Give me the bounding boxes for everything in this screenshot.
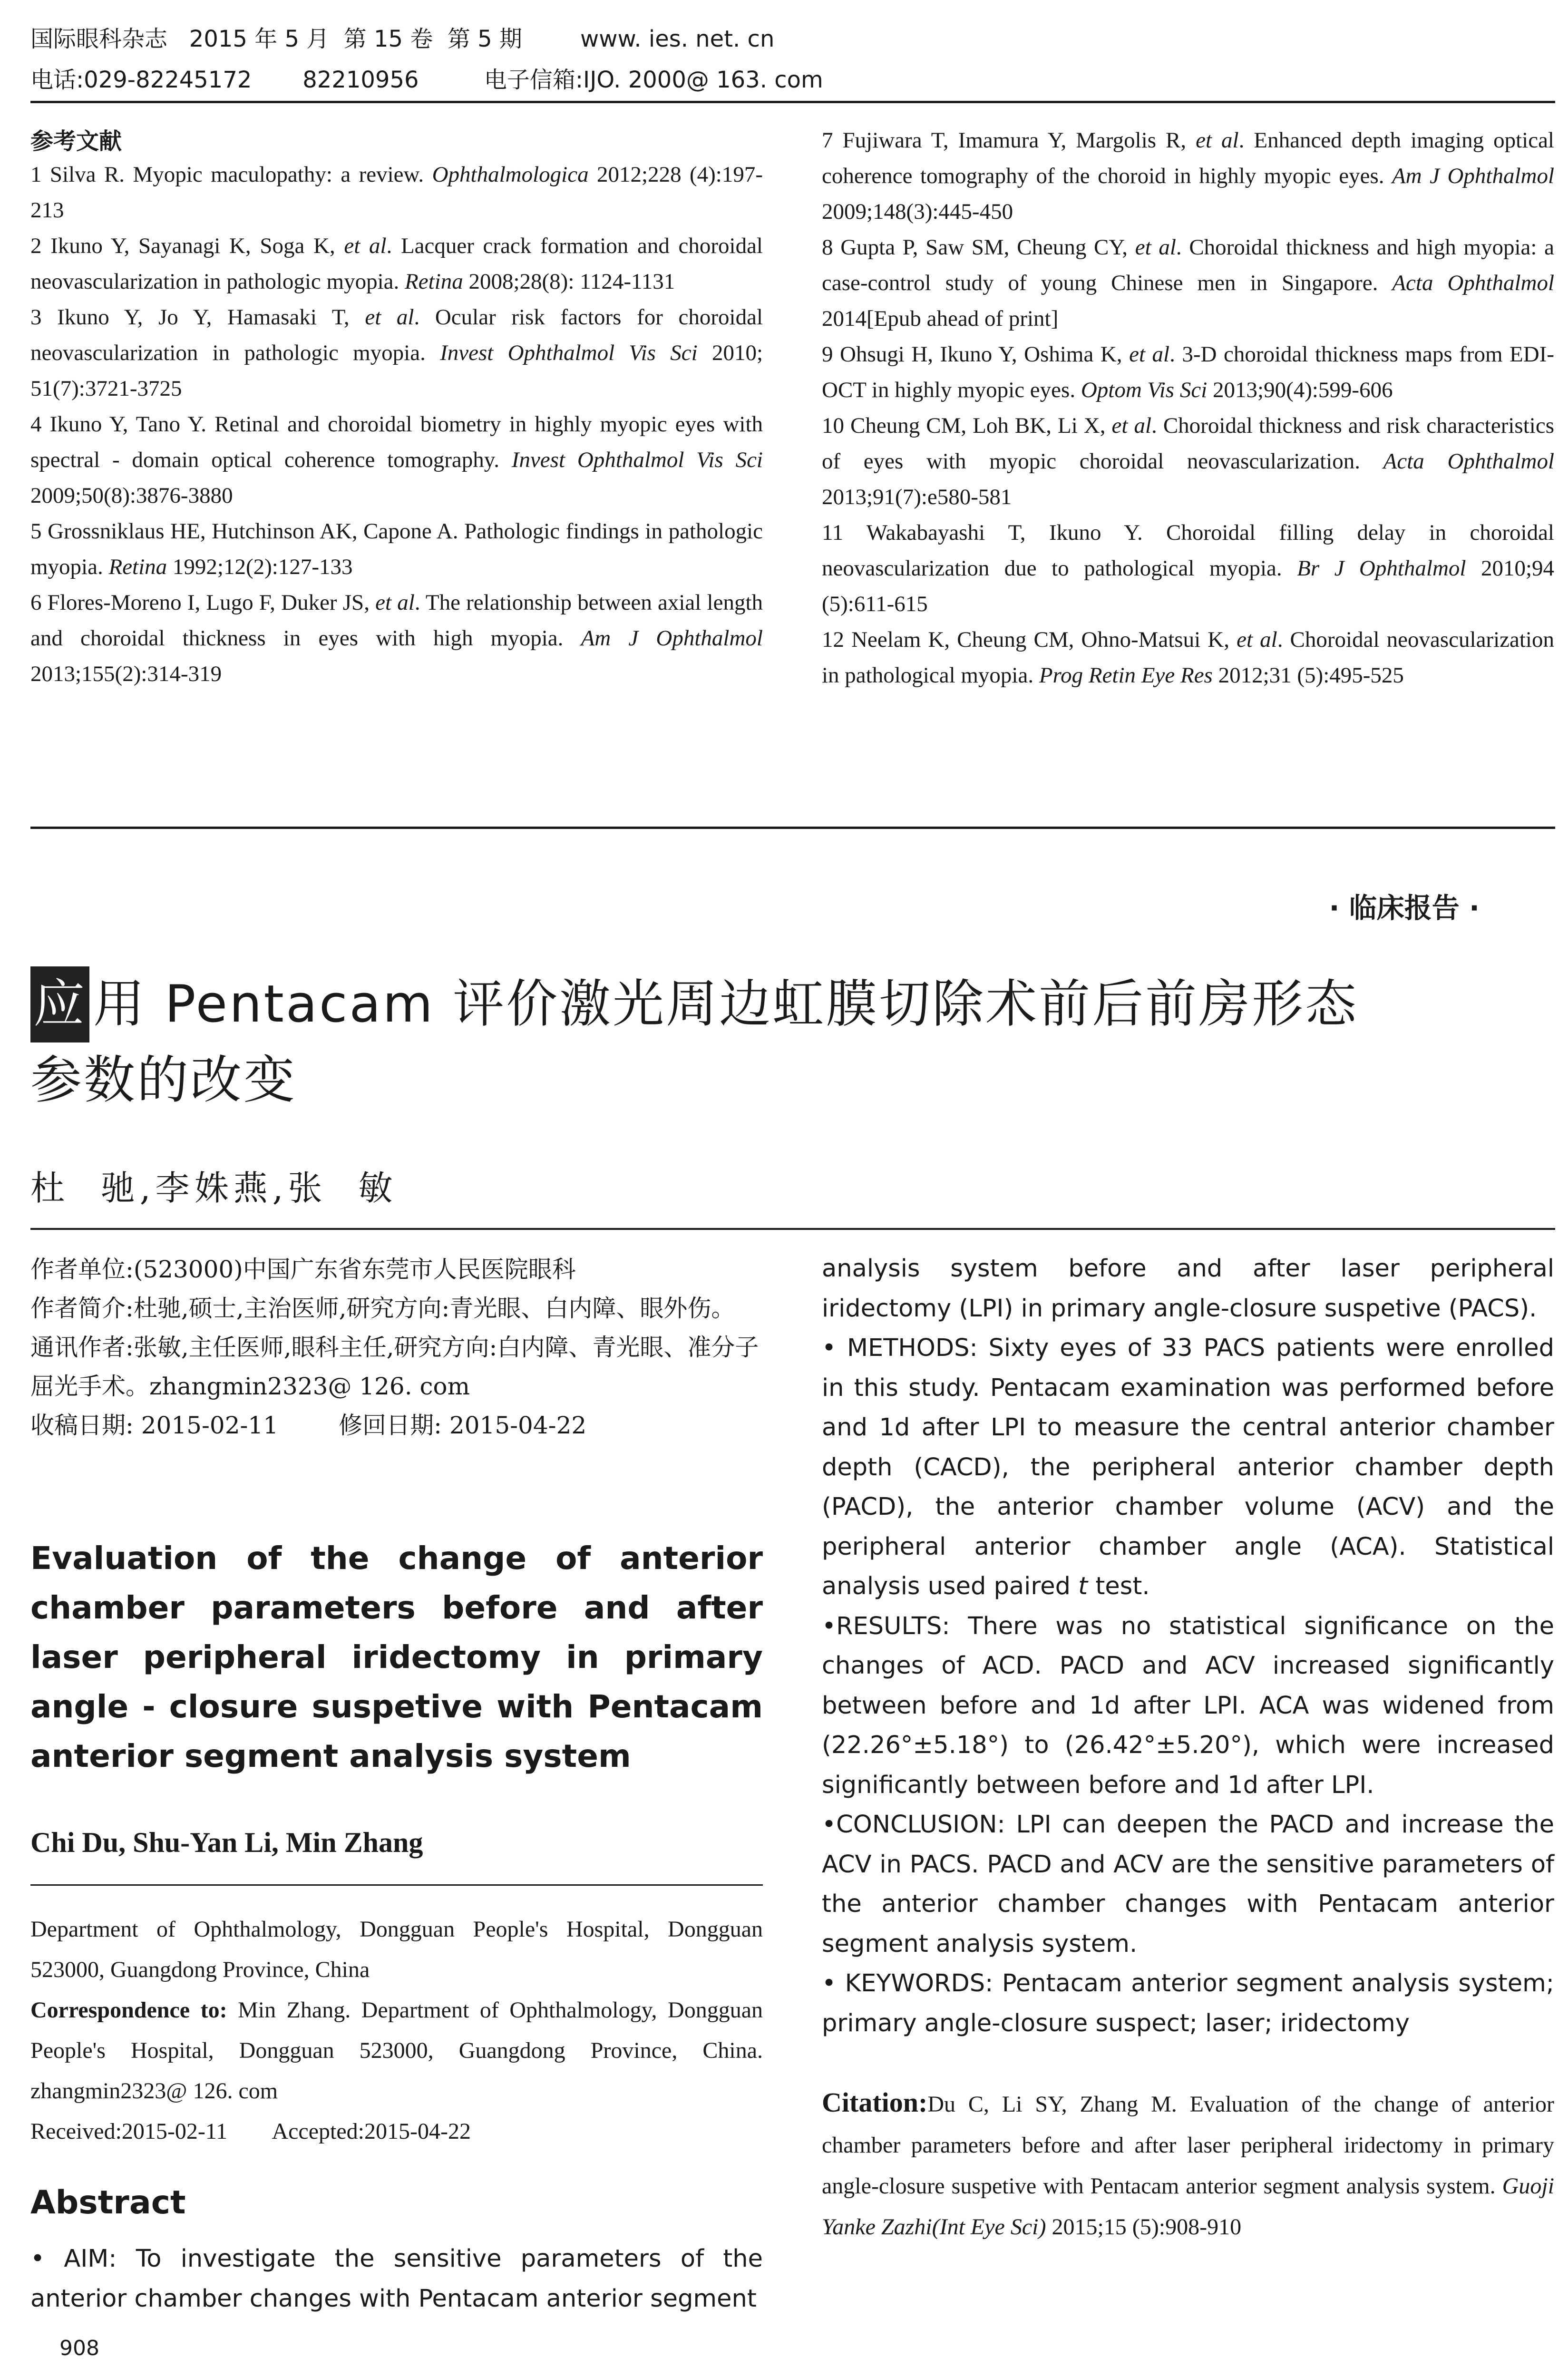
- corresponding-author: 通讯作者:张敏,主任医师,眼科主任,研究方向:白内障、青光眼、准分子屈光手术。zhangmin2323@ 126. com: [30, 1334, 759, 1400]
- reference-item: 11 Wakabayashi T, Ikuno Y. Choroidal filling delay in choroidal neovascularization due to pathological myopia. Br J Ophthalmol 2010;94 (5):611-615: [822, 520, 1555, 616]
- section-divider: [30, 827, 1555, 829]
- journal-header-line1: 国际眼科杂志 2015 年 5 月 第 15 卷 第 5 期 www. ies. net. cn: [30, 26, 775, 52]
- reference-item: 10 Cheung CM, Loh BK, Li X, et al. Choroidal thickness and risk characteristics of eyes with myopic choroidal neovascularization. Acta Ophthalmol 2013;91(7):e580-581: [822, 413, 1555, 509]
- english-title: Evaluation of the change of anterior chamber parameters before and after laser peripheral iridectomy in primary angle - closure suspetive with Pentacam anterior segment analysis system: [30, 1540, 763, 1774]
- header-rule: [30, 101, 1555, 103]
- title-first-char: 应: [30, 966, 89, 1042]
- references-right-column: [822, 123, 1554, 693]
- received-dates: 收稿日期: 2015-02-11 修回日期: 2015-04-22: [30, 1412, 587, 1439]
- article-title: [30, 966, 1557, 1042]
- author-info: [30, 1250, 763, 1445]
- authors-rule: [30, 1228, 1555, 1230]
- reference-item: 1 Silva R. Myopic maculopathy: a review. Ophthalmologica 2012;228 (4):197-213: [30, 162, 763, 223]
- journal-header-line2: 电话:029-82245172 82210956 电子信箱:IJO. 2000@ 163. com: [30, 67, 823, 93]
- abstract-keywords: • KEYWORDS: Pentacam anterior segment analysis system; primary angle-closure suspect; laser; iridectomy: [822, 1969, 1554, 2037]
- reference-item: 9 Ohsugi H, Ikuno Y, Oshima K, et al. 3-D choroidal thickness maps from EDI-OCT in highly myopic eyes. Optom Vis Sci 2013;90(4):599-606: [822, 342, 1554, 402]
- reference-item: 6 Flores-Moreno I, Lugo F, Duker JS, et al. The relationship between axial length and choroidal thickness in eyes with high myopia. Am J Ophthalmol 2013;155(2):314-319: [30, 590, 763, 686]
- department-address: Department of Ophthalmology, Dongguan People's Hospital, Dongguan 523000, Guangdong Province, China: [30, 1917, 763, 1982]
- reference-item: 3 Ikuno Y, Jo Y, Hamasaki T, et al. Ocular risk factors for choroidal neovascularization in pathologic myopia. Invest Ophthalmol Vis Sci 2010; 51(7):3721-3725: [30, 305, 763, 401]
- title-line1: 用 Pentacam 评价激光周边虹膜切除术前后前房形态: [93, 974, 1359, 1034]
- abstract-results: •RESULTS: There was no statistical significance on the changes of ACD. PACD and ACV increased significantly between before and 1d after LPI. ACA was widened from (22.26°±5.18°) to (26.42°±5.20°), which were increased significantly between before and 1d after LPI.: [822, 1612, 1554, 1799]
- abstract-conclusion: •CONCLUSION: LPI can deepen the PACD and increase the ACV in PACS. PACD and ACV are the sensitive parameters of the anterior chamber changes with Pentacam anterior segment analysis system.: [822, 1811, 1554, 1958]
- abstract-heading: Abstract: [30, 2184, 186, 2221]
- reference-item: 12 Neelam K, Cheung CM, Ohno-Matsui K, et al. Choroidal neovascularization in pathological myopia. Prog Retin Eye Res 2012;31 (5):495-525: [822, 627, 1554, 688]
- author-bio: 作者简介:杜驰,硕士,主治医师,研究方向:青光眼、白内障、眼外伤。: [30, 1295, 735, 1322]
- page-number: 908: [59, 2336, 99, 2360]
- abstract-aim-start: • AIM: To investigate the sensitive parameters of the anterior chamber changes with Pentacam anterior segment: [30, 2245, 763, 2313]
- dept-rule: [30, 1884, 763, 1886]
- references-left-column: [30, 157, 763, 692]
- abstract-aim-cont: analysis system before and after laser peripheral iridectomy (LPI) in primary angle-closure suspetive (PACS).: [822, 1255, 1554, 1323]
- reference-item: 8 Gupta P, Saw SM, Cheung CY, et al. Choroidal thickness and high myopia: a case-control study of young Chinese men in Singapore. Acta Ophthalmol 2014[Epub ahead of print]: [822, 235, 1555, 331]
- reference-item: 4 Ikuno Y, Tano Y. Retinal and choroidal biometry in highly myopic eyes with spectral - domain optical coherence tomography. Invest Ophthalmol Vis Sci 2009;50(8):3876-3880: [30, 412, 763, 508]
- citation: Citation:Du C, Li SY, Zhang M. Evaluation of the change of anterior chamber parameters before and after laser peripheral iridectomy in primary angle-closure suspetive with Pentacam anterior segment analysis system. Guoji Yanke Zazhi(Int Eye Sci) 2015;15 (5):908-910: [822, 2087, 1554, 2240]
- reference-item: 7 Fujiwara T, Imamura Y, Margolis R, et al. Enhanced depth imaging optical coherence tomography of the choroid in highly myopic eyes. Am J Ophthalmol 2009;148(3):445-450: [822, 128, 1554, 224]
- authors-chinese: 杜 驰,李姝燕,张 敏: [30, 1168, 398, 1208]
- author-affiliation: 作者单位:(523000)中国广东省东莞市人民医院眼科: [30, 1256, 576, 1283]
- department-block: [30, 1909, 763, 2152]
- reference-item: 2 Ikuno Y, Sayanagi K, Soga K, et al. Lacquer crack formation and choroidal neovascularization in pathologic myopia. Retina 2008;28(8): 1124-1131: [30, 234, 763, 294]
- received-accepted: Received:2015-02-11 Accepted:2015-04-22: [30, 2119, 471, 2144]
- abstract-right-column: [822, 1249, 1554, 2043]
- english-authors: Chi Du, Shu-Yan Li, Min Zhang: [30, 1827, 423, 1858]
- title-line2: 参数的改变: [30, 1051, 297, 1110]
- abstract-methods: • METHODS: Sixty eyes of 33 PACS patients were enrolled in this study. Pentacam examination was performed before and 1d after LPI to measure the central anterior chamber depth (CACD), the peripheral anterior chamber depth (PACD), the anterior chamber volume (ACV) and the peripheral anterior chamber angle (ACA). Statistical analysis used paired t test.: [822, 1334, 1554, 1600]
- correspondence: Correspondence to: Min Zhang. Department of Ophthalmology, Dongguan People's Hospital, Dongguan 523000, Guangdong Province, China. zhangmin2323@ 126. com: [30, 1997, 763, 2104]
- references-heading: 参考文献: [30, 128, 122, 155]
- reference-item: 5 Grossniklaus HE, Hutchinson AK, Capone A. Pathologic findings in pathologic myopia. Retina 1992;12(2):127-133: [30, 519, 763, 579]
- section-label: · 临床报告 ·: [1329, 892, 1480, 924]
